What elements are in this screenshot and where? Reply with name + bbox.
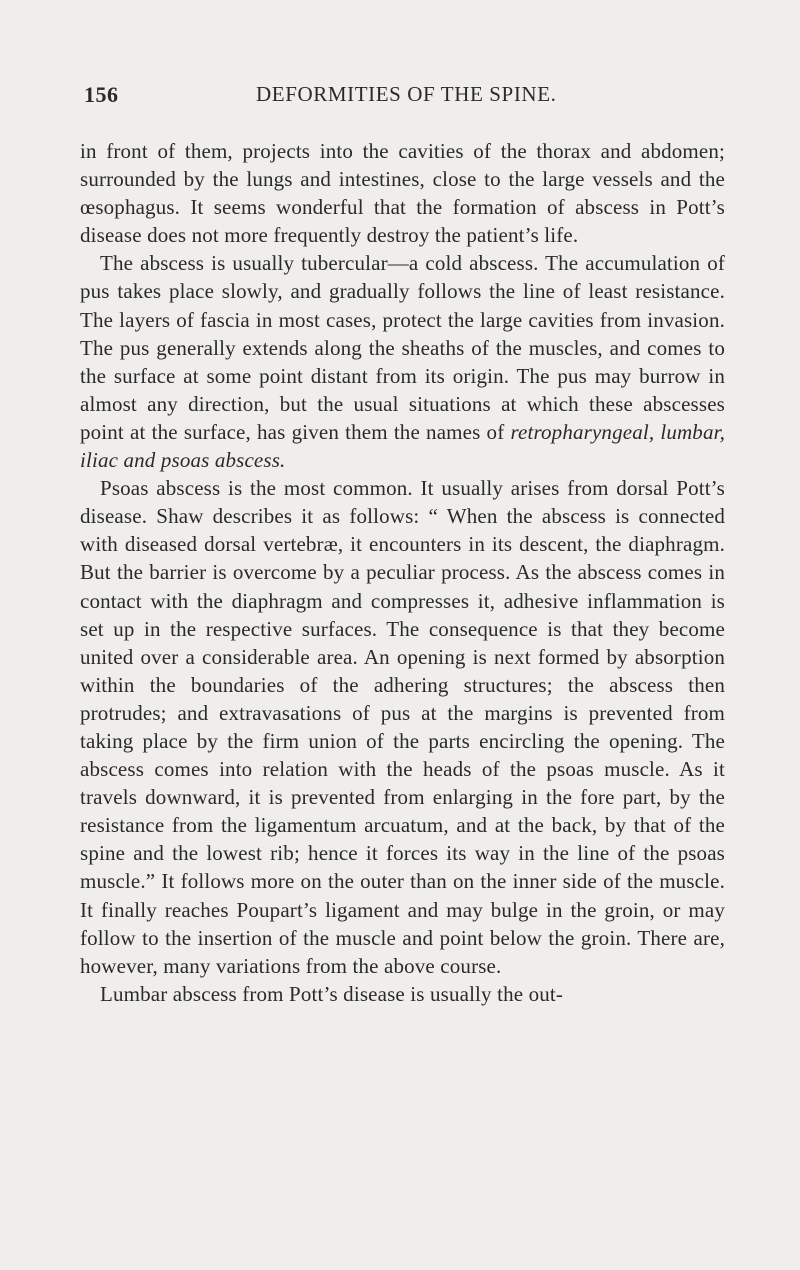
paragraph-1: in front of them, projects into the cavities of the thorax and abdomen; surrounded by the lungs and intestines, close to the large vessels and the œsophagus. It seems wonderful that the formation of abscess in Pott’s disease does not more frequently destroy the patient’s life. — [80, 139, 725, 248]
paragraph-3: Psoas abscess is the most common. It usually arises from dorsal Pott’s disease. Shaw describes it as follows: “ When the abscess is connected with diseased dorsal vertebræ, it encounters in its descent, the diaphragm. But the barrier is overcome by a peculiar process. As the abscess comes in contact with the diaphragm and compresses it, adhesive inflammation is set up in the respective surfaces. The consequence is that they become united over a considerable area. An opening is next formed by absorption within the boundaries of the adhering structures; the abscess then protrudes; and extravasations of pus at the margins is prevented from taking place by the firm union of the parts encircling the opening. The abscess comes into relation with the heads of the psoas muscle. As it travels downward, it is prevented from enlarging in the fore part, by the resistance from the ligamentum arcuatum, and at the back, by that of the spine and the lowest rib; hence it forces its way in the line of the psoas muscle.” It follows more on the outer than on the inner side of the muscle. It finally reaches Poupart’s ligament and may bulge in the groin, or may follow to the insertion of the muscle and point below the groin. There are, however, many variations from the above course. — [80, 476, 725, 978]
page-number: 156 — [84, 82, 119, 107]
body-text — [80, 137, 725, 1008]
paragraph-4: Lumbar abscess from Pott’s disease is usually the out- — [100, 981, 564, 1006]
paragraph-2-text: The abscess is usually tubercular—a cold abscess. The accumulation of pus takes place slowly, and gradually follows the line of least resistance. The layers of fascia in most cases, protect the large cavities from invasion. The pus generally extends along the sheaths of the muscles, and comes to the surface at some point distant from its origin. The pus may burrow in almost any direction, but the usual situations at which these abscesses point at the surface, has given them the names of — [80, 251, 725, 444]
psoas-term: psoas abscess. — [160, 448, 286, 473]
abscess-terms: retropharyngeal, lumbar, iliac — [80, 419, 725, 473]
paragraph-2 — [80, 249, 725, 474]
and-word: and — [123, 448, 156, 473]
page-header — [0, 82, 800, 112]
running-head: DEFORMITIES OF THE SPINE. — [256, 82, 557, 106]
